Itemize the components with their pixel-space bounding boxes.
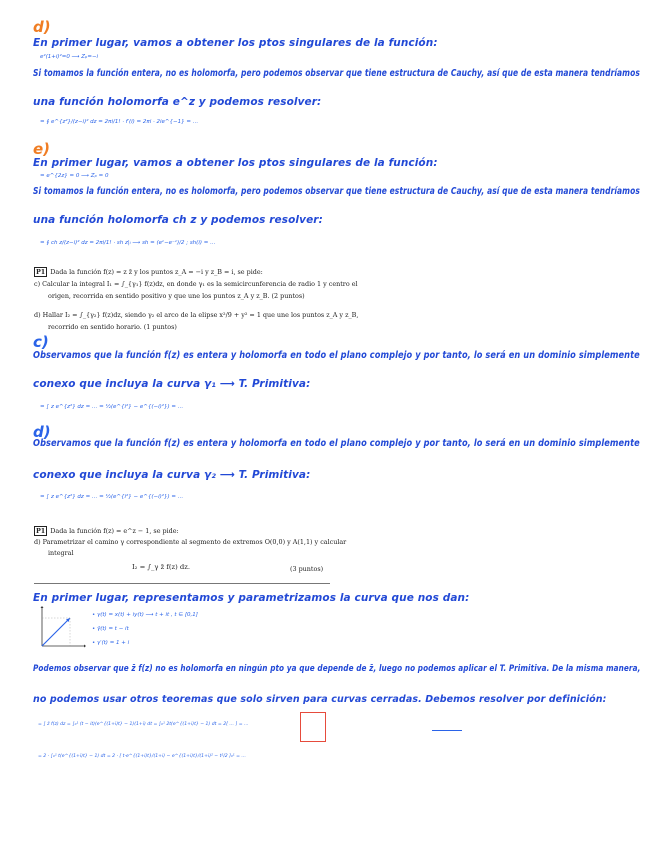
problem1-intro: Dada la función f(z) = z z̄ y los puntos z_A = −i y z_B = i, se pide:: [50, 268, 263, 276]
param-calc2: = 2 · ∫₀¹ t(e^{(1+i)t} − 1) dt = 2 · [ t·e^{(1+i)t}/(1+i) − e^{(1+i)t}/(1+i)² − t²/2 ]₀¹ = …: [38, 754, 247, 759]
param-eq2: • γ̄(t) = t − it: [92, 626, 129, 632]
section-d-math2: = ∮ e^{z²}/(z−i)² dz = 2πi/1! · f′(i) = 2πi · 2ie^{−1} = …: [40, 119, 199, 125]
problem1-label: P1: [36, 268, 46, 276]
param-eq1: • γ(t) = x(t) + iy(t) ⟶ t + it , t ∈ [0,1]: [92, 612, 198, 618]
param-calc1: = ∫ z̄ f(z) dz = ∫₀¹ (t − it)(e^{(1+i)t} − 1)(1+i) dt = ∫₀¹ 2t(e^{(1+i)t} − 1) dt = 2[ … ] = …: [38, 722, 249, 727]
section-d-line2: Si tomamos la función entera, no es holomorfa, pero podemos observar que tiene estructura de Cauchy, así que de esta manera tendríamos: [33, 68, 640, 79]
section-d2-line2: conexo que incluya la curva γ₂ ⟶ T. Primitiva:: [33, 469, 311, 481]
section-e-line3: una función holomorfa ch z y podemos resolver:: [33, 214, 323, 226]
problem1-intro-row: [34, 267, 263, 277]
param-line1: En primer lugar, representamos y parametrizamos la curva que nos dan:: [33, 592, 470, 604]
axes-icon: [36, 606, 86, 650]
result-underline: [432, 730, 462, 731]
problem1-item-d-1: d) Hallar I₂ = ∫_{γ₂} f(z)dz, siendo γ₂ el arco de la elipse x²/9 + y² = 1 que une los puntos z_A y z_B,: [34, 311, 359, 319]
section-c-line1: Observamos que la función f(z) es entera y holomorfa en todo el plano complejo y por tanto, lo será en un dominio simplemente: [33, 350, 640, 361]
section-d-math1: e²(1+i)²=0 ⟶ Zₚ=−i: [40, 54, 99, 60]
section-d-line1: En primer lugar, vamos a obtener los ptos singulares de la función:: [33, 37, 438, 49]
problem2-intro-row: [34, 526, 179, 536]
problem1-item-c-1: c) Calcular la integral I₁ = ∫_{γ₁} f(z)dz, en donde γ₁ es la semicircunferencia de radio 1 y centro el: [34, 280, 358, 288]
section-c-letter: c): [33, 333, 49, 351]
param-line3: no podemos usar otros teoremas que solo sirven para curvas cerradas. Debemos resolver por definición:: [33, 694, 607, 705]
problem2-item-d-1: d) Parametrizar el camino γ correspondiente al segmento de extremos O(0,0) y A(1,1) y calcular: [34, 538, 347, 546]
section-d2-line1: Observamos que la función f(z) es entera y holomorfa en todo el plano complejo y por tanto, lo será en un dominio simplemente: [33, 438, 640, 449]
section-d2-letter: d): [33, 423, 51, 441]
problem2-label: P1: [36, 527, 46, 535]
section-d-line3: una función holomorfa e^z y podemos resolver:: [33, 96, 322, 108]
segment-icon: [42, 618, 70, 646]
problem2-formula: I₂ = ∫_γ z̄ f(z) dz.: [132, 563, 190, 571]
section-e-line2: Si tomamos la función entera, no es holomorfa, pero podemos observar que tiene estructura de Cauchy, así que de esta manera tendríamos: [33, 186, 640, 197]
section-d-letter: d): [33, 18, 51, 36]
problem1-item-d-2: recorrido en sentido horario. (1 puntos): [48, 323, 177, 331]
param-line2: Podemos observar que z̄ f(z) no es holomorfa en ningún pto ya que depende de z̄, luego no podemos aplicar el T. Primitiva. De la misma manera,: [33, 664, 641, 674]
section-c-math: = ∫ z e^{z²} dz = … = ½(e^{i²} − e^{(−i)²}) = …: [40, 404, 184, 410]
highlight-box: [300, 712, 326, 742]
problem2-item-d-2: integral: [48, 549, 74, 557]
section-e-math1: = e^{2z} = 0 ⟶ Zₚ = 0: [40, 173, 109, 179]
problem1-item-c-2: origen, recorrida en sentido positivo y que une los puntos z_A y z_B. (2 puntos): [48, 292, 305, 300]
section-c-line2: conexo que incluya la curva γ₁ ⟶ T. Primitiva:: [33, 378, 311, 390]
param-eq3: • γ′(t) = 1 + i: [92, 640, 130, 646]
section-e-math2: = ∮ ch z/(z−i)² dz = 2πi/1! · sh z|ᵢ ⟶ sh = (eᶻ−e⁻ᶻ)/2 ; sh(i) = …: [40, 240, 216, 246]
divider-line: [34, 583, 330, 584]
section-e-line1: En primer lugar, vamos a obtener los ptos singulares de la función:: [33, 157, 438, 169]
section-e-letter: e): [33, 140, 51, 158]
problem2-points: (3 puntos): [290, 565, 324, 573]
section-d2-math: = ∫ z e^{z²} dz = … = ½(e^{i²} − e^{(−i)²}) = …: [40, 494, 184, 500]
problem2-intro: Dada la función f(z) = e^z − 1, se pide:: [50, 527, 179, 535]
